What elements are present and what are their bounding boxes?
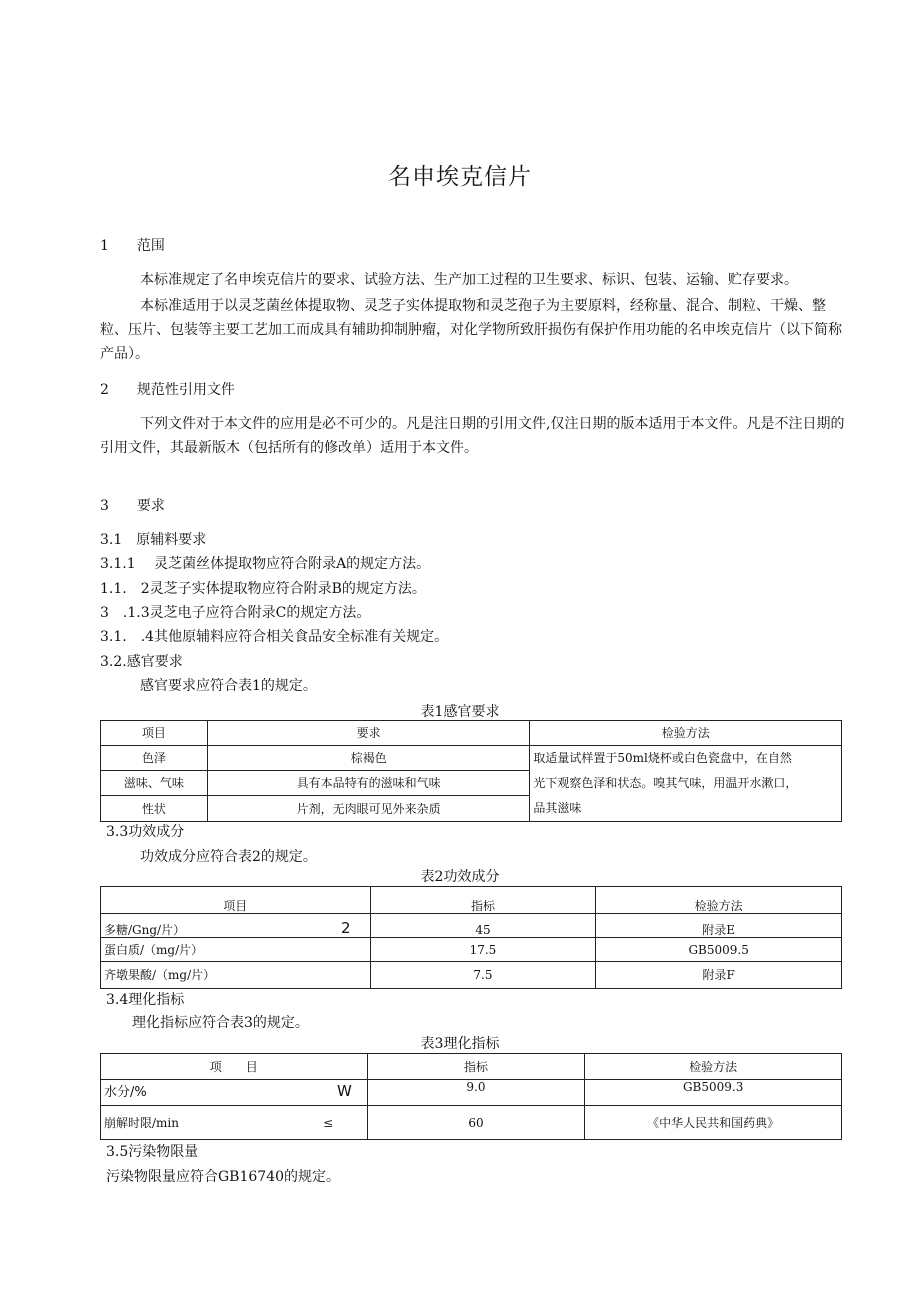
section-1-heading: 1 范围 — [100, 238, 165, 254]
method-line: 品其滋味 — [533, 801, 582, 815]
header-cell: 检验方法 — [585, 1054, 842, 1080]
table-1-caption: 表1感官要求 — [420, 704, 500, 720]
cell-item — [101, 1080, 368, 1106]
cell-requirement: 具有本品特有的滋味和气味 — [207, 770, 530, 796]
cell-item — [101, 914, 371, 938]
header-cell: 项 目 — [101, 1054, 368, 1080]
method-line: 取适量试样置于50ml烧杯或白色瓷盘中，在自然 — [533, 751, 792, 765]
section-3-1-1: 3.1.1 灵芝菌丝体提取物应符合附录A的规定方法。 — [100, 556, 431, 572]
table-1 — [100, 720, 842, 822]
cell-value: 9.0 — [367, 1080, 585, 1106]
table-header-row — [101, 887, 842, 914]
item-label: 水分/% — [104, 1085, 147, 1100]
header-cell: 项目 — [101, 887, 371, 914]
section-3-5-heading: 3.5污染物限量 — [106, 1144, 199, 1160]
method-line: 光下观察色泽和状态。嗅其气味，用温开水漱口， — [533, 776, 798, 790]
section-3-3-heading: 3.3功效成分 — [106, 824, 185, 840]
section-3-1-4: 3.1. .4其他原辅料应符合相关食品安全标准有关规定。 — [100, 629, 449, 645]
document-title: 名申埃克信片 — [388, 164, 532, 190]
cell-requirement: 棕褐色 — [207, 746, 530, 771]
section-3-1-heading: 3.1 原辅料要求 — [100, 532, 207, 548]
table-row — [101, 746, 842, 771]
section-2-para-1: 下列文件对于本文件的应用是必不可少的。凡是注日期的引用文件,仅注日期的版本适用于本文件。凡是不注日期的引用文件，其最新版木（包括所有的修改单）适用于本文件。 — [100, 416, 845, 456]
table-row — [101, 962, 842, 989]
cell-item: 性状 — [101, 796, 208, 822]
table-header-row — [101, 1054, 842, 1080]
stray-mark: 2 — [341, 919, 351, 937]
table-2 — [100, 886, 842, 989]
cell-method: 附录E — [596, 914, 842, 938]
table-row — [101, 914, 842, 938]
table-header-row — [101, 721, 842, 746]
header-cell: 指标 — [370, 887, 596, 914]
section-3-1-3: 3 .1.3灵芝电子应符合附录C的规定方法。 — [100, 605, 371, 621]
item-label: 崩解时限/min — [104, 1115, 179, 1130]
table-3-caption: 表3理化指标 — [420, 1036, 500, 1052]
header-cell: 检验方法 — [530, 721, 842, 746]
cell-method: 《中华人民共和国药典》 — [585, 1106, 842, 1140]
cell-value: 45 — [370, 914, 596, 938]
header-cell: 要求 — [207, 721, 530, 746]
header-cell: 项目 — [101, 721, 208, 746]
cell-value: 7.5 — [370, 962, 596, 989]
section-1-para-2: 本标准适用于以灵芝菌丝体提取物、灵芝子实体提取物和灵芝孢子为主要原料，经称量、混合、制粒、干燥、整粒、压片、包装等主要工艺加工而成具有辅助抑制肿瘤，对化学物所致肝损伤有保护作用功能的名申埃克信片（以下简称产品）。 — [100, 298, 842, 362]
cell-item: 齐墩果酸/（mg/片） — [101, 962, 371, 989]
cell-method: GB5009.5 — [596, 938, 842, 962]
cell-method: GB5009.3 — [585, 1080, 842, 1106]
stray-mark: ≤ — [323, 1116, 334, 1130]
section-3-4-heading: 3.4理化指标 — [106, 992, 185, 1008]
cell-value: 60 — [367, 1106, 585, 1140]
table-row — [101, 1080, 842, 1106]
table-3 — [100, 1053, 842, 1140]
cell-item — [101, 1106, 368, 1140]
cell-value: 17.5 — [370, 938, 596, 962]
section-3-3-text: 功效成分应符合表2的规定。 — [140, 849, 317, 865]
section-2-heading: 2 规范性引用文件 — [100, 382, 235, 398]
cell-item: 色泽 — [101, 746, 208, 771]
section-1-para-1: 本标准规定了名申埃克信片的要求、试验方法、生产加工过程的卫生要求、标识、包装、运输、贮存要求。 — [140, 272, 798, 288]
cell-method — [530, 746, 842, 822]
section-3-heading: 3 要求 — [100, 498, 165, 514]
table-2-caption: 表2功效成分 — [420, 869, 500, 885]
section-3-2-heading: 3.2.感官要求 — [100, 654, 183, 670]
cell-requirement: 片剂，无肉眼可见外来杂质 — [207, 796, 530, 822]
stray-mark: W — [337, 1082, 352, 1100]
table-row — [101, 1106, 842, 1140]
section-3-5-text: 污染物限量应符合GB16740的规定。 — [106, 1169, 341, 1185]
cell-item: 蛋白质/（mg/片） — [101, 938, 371, 962]
header-cell: 指标 — [367, 1054, 585, 1080]
section-3-4-text: 理化指标应符合表3的规定。 — [132, 1015, 309, 1031]
cell-item: 滋味、气味 — [101, 770, 208, 796]
table-row — [101, 938, 842, 962]
item-label: 多糖/Gng/片） — [104, 923, 186, 937]
section-3-2-text: 感官要求应符合表1的规定。 — [140, 678, 317, 694]
section-3-1-2: 1.1. 2灵芝子实体提取物应符合附录B的规定方法。 — [100, 581, 426, 597]
cell-method: 附录F — [596, 962, 842, 989]
header-cell: 检验方法 — [596, 887, 842, 914]
